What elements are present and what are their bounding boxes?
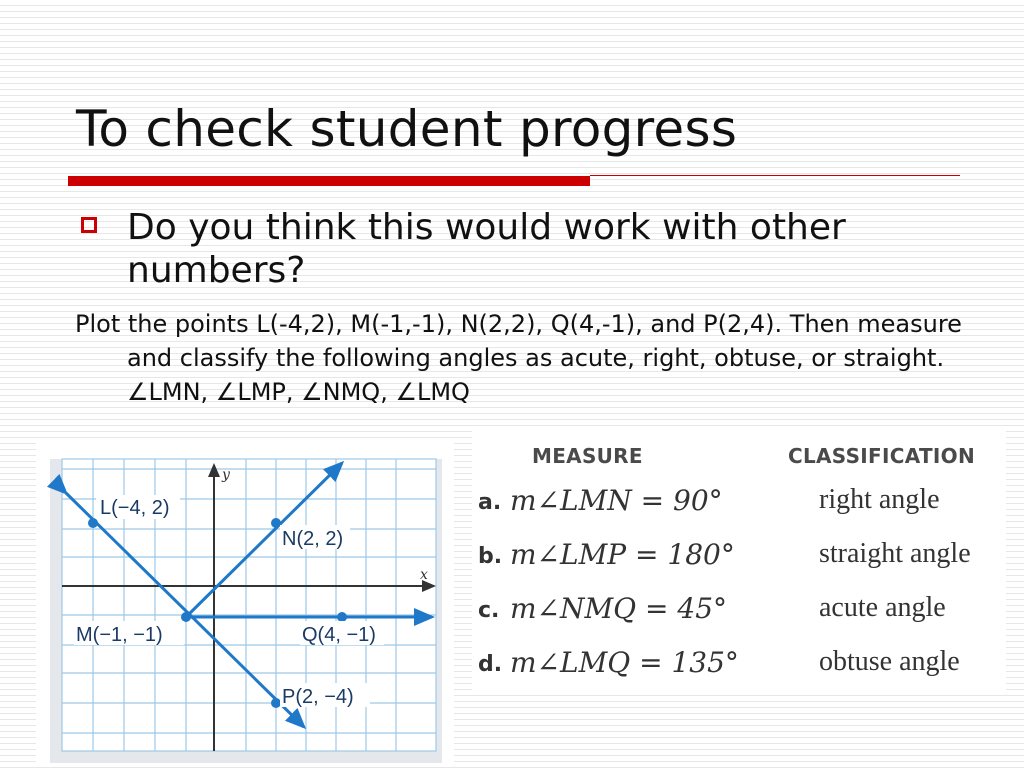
row-measure: m∠LMQ = 135° xyxy=(510,646,739,679)
angle-table xyxy=(472,430,1006,690)
header-classification: CLASSIFICATION xyxy=(788,444,975,468)
bullet-square-icon xyxy=(81,217,97,233)
y-axis-label: y xyxy=(222,467,230,483)
table-row xyxy=(472,590,1006,640)
row-letter: b. xyxy=(478,544,503,569)
title-underline-thin xyxy=(590,175,960,176)
graph-svg xyxy=(36,441,454,763)
title-underline-thick xyxy=(68,176,590,186)
label-N: N(2, 2) xyxy=(282,528,344,550)
point-N xyxy=(271,518,281,528)
point-L xyxy=(88,518,98,528)
label-P: P(2, −4) xyxy=(282,686,354,708)
bullet-question: Do you think this would work with other numbers? xyxy=(127,207,846,291)
table-row xyxy=(472,482,1006,532)
row-letter: d. xyxy=(478,652,503,677)
label-Q: Q(4, −1) xyxy=(302,624,376,646)
row-classification: straight angle xyxy=(819,538,971,569)
row-measure: m∠NMQ = 45° xyxy=(510,592,728,625)
plot-instruction-text: Plot the points L(-4,2), M(-1,-1), N(2,2), Q(4,-1), and P(2,4). Then measure and classify the following angles as acute, right, obtuse, or straight. ∠LMN, ∠LMP, ∠NMQ, ∠LMQ xyxy=(75,310,962,406)
point-P xyxy=(271,698,281,708)
x-axis-label: x xyxy=(420,567,428,583)
header-measure: MEASURE xyxy=(532,444,643,468)
coordinate-graph xyxy=(36,441,454,763)
point-Q xyxy=(337,612,347,622)
row-measure: m∠LMN = 90° xyxy=(510,484,723,517)
row-classification: obtuse angle xyxy=(819,646,960,677)
row-measure: m∠LMP = 180° xyxy=(510,538,735,571)
table-row xyxy=(472,644,1006,694)
label-M: M(−1, −1) xyxy=(76,624,163,646)
row-classification: right angle xyxy=(819,484,940,515)
slide-title: To check student progress xyxy=(76,100,738,158)
label-L: L(−4, 2) xyxy=(100,497,170,519)
row-letter: c. xyxy=(478,598,500,623)
row-classification: acute angle xyxy=(819,592,946,623)
point-M xyxy=(181,612,191,622)
table-row xyxy=(472,536,1006,586)
plot-instruction xyxy=(75,307,975,409)
row-letter: a. xyxy=(478,490,502,515)
